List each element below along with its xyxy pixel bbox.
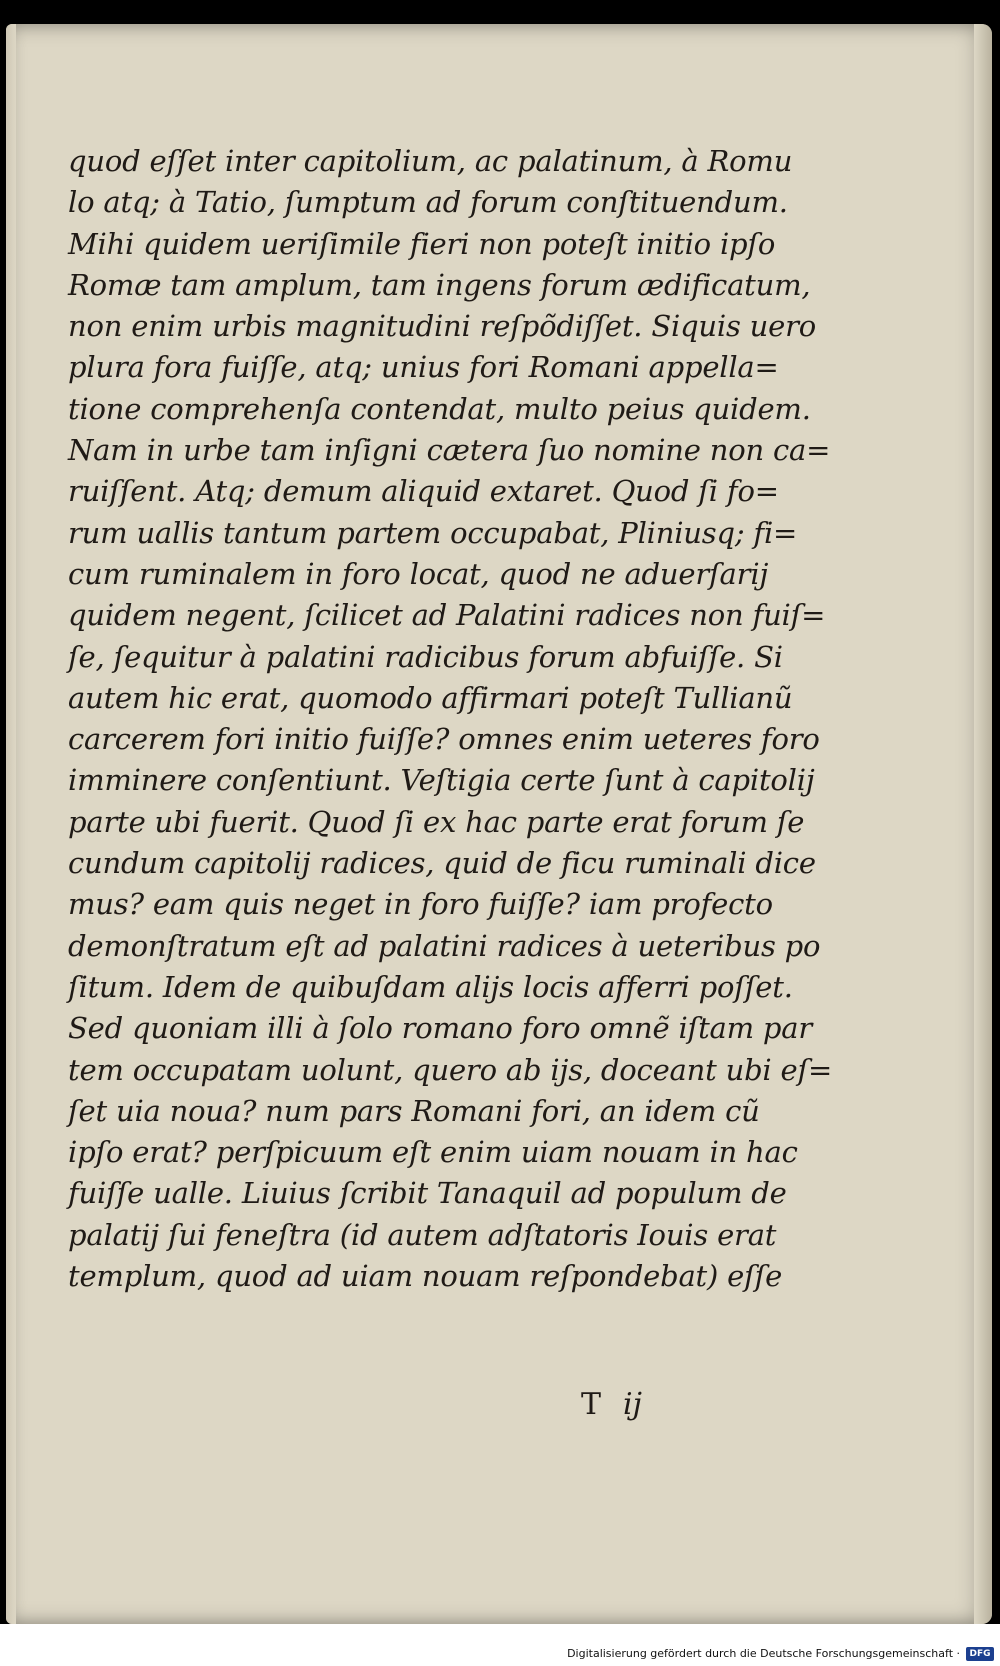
text-line: parte ubi fuerit. Quod ſi ex hac parte erat forum ſe xyxy=(68,804,805,839)
signature-mark xyxy=(581,1387,642,1422)
text-line: ipſo erat? perſpicuum eſt enim uiam nouam in hac xyxy=(68,1135,798,1170)
text-line: Nam in urbe tam inſigni cætera ſuo nomine non ca= xyxy=(68,433,831,468)
text-line: Mihi quidem ueriſimile fieri non poteſt initio ipſo xyxy=(68,226,776,261)
page-gutter-shadow xyxy=(6,24,16,1624)
footer-bar xyxy=(0,1624,1000,1666)
text-line: rum uallis tantum partem occupabat, Pliniusq; fi= xyxy=(68,515,798,550)
text-line: Romæ tam amplum, tam ingens forum ædificatum, xyxy=(68,267,811,302)
text-line: imminere conſentiunt. Veſtigia certe ſunt à capitolij xyxy=(68,763,815,798)
text-line: mus? eam quis neget in foro fuiſſe? iam profecto xyxy=(68,887,773,922)
text-line: quidem negent, ſcilicet ad Palatini radices non fuiſ= xyxy=(68,598,826,633)
text-line: plura fora fuiſſe, atq; unius fori Romani appella= xyxy=(68,350,779,385)
text-line: carcerem fori initio fuiſſe? omnes enim ueteres foro xyxy=(68,722,820,757)
main-text-block xyxy=(68,141,833,1297)
funding-credit: Digitalisierung gefördert durch die Deutsche Forschungsgemeinschaft · xyxy=(567,1647,960,1660)
text-line: ſet uia noua? num pars Romani fori, an idem cũ xyxy=(68,1093,760,1128)
book-page xyxy=(6,24,992,1624)
text-line: fuiſſe ualle. Liuius ſcribit Tanaquil ad populum de xyxy=(68,1176,787,1211)
page-edge-shadow xyxy=(974,24,992,1624)
signature-letter: T xyxy=(581,1387,624,1422)
text-line: cum ruminalem in foro locat, quod ne aduerſarij xyxy=(68,556,769,591)
signature-sub: ij xyxy=(623,1387,642,1422)
text-line: Sed quoniam illi à ſolo romano foro omnẽ iſtam par xyxy=(68,1011,813,1046)
text-line: autem hic erat, quomodo affirmari poteſt Tullianũ xyxy=(68,680,793,715)
text-line: tione comprehenſa contendat, multo peius quidem. xyxy=(68,391,811,426)
text-line: quod eſſet inter capitolium, ac palatinum, à Romu xyxy=(68,144,793,178)
dfg-logo: DFG xyxy=(966,1647,994,1661)
text-line: palatij ſui feneſtra (id autem adſtatoris Iouis erat xyxy=(68,1217,777,1252)
text-line: non enim urbis magnitudini reſpõdiſſet. Siquis uero xyxy=(68,309,817,344)
text-line: tem occupatam uolunt, quero ab ijs, doceant ubi eſ= xyxy=(68,1052,833,1087)
text-line: ruiſſent. Atq; demum aliquid extaret. Quod ſi fo= xyxy=(68,474,779,509)
text-line: templum, quod ad uiam nouam reſpondebat) eſſe xyxy=(68,1259,783,1294)
text-line: demonſtratum eſt ad palatini radices à ueteribus po xyxy=(68,928,821,963)
text-line: cundum capitolij radices, quid de ficu ruminali dice xyxy=(68,846,816,881)
text-line: lo atq; à Tatio, ſumptum ad forum conſtituendum. xyxy=(68,185,788,220)
text-line: ſe, ſequitur à palatini radicibus forum abfuiſſe. Si xyxy=(68,639,783,674)
text-line: ſitum. Idem de quibuſdam alijs locis afferri poſſet. xyxy=(68,969,793,1004)
